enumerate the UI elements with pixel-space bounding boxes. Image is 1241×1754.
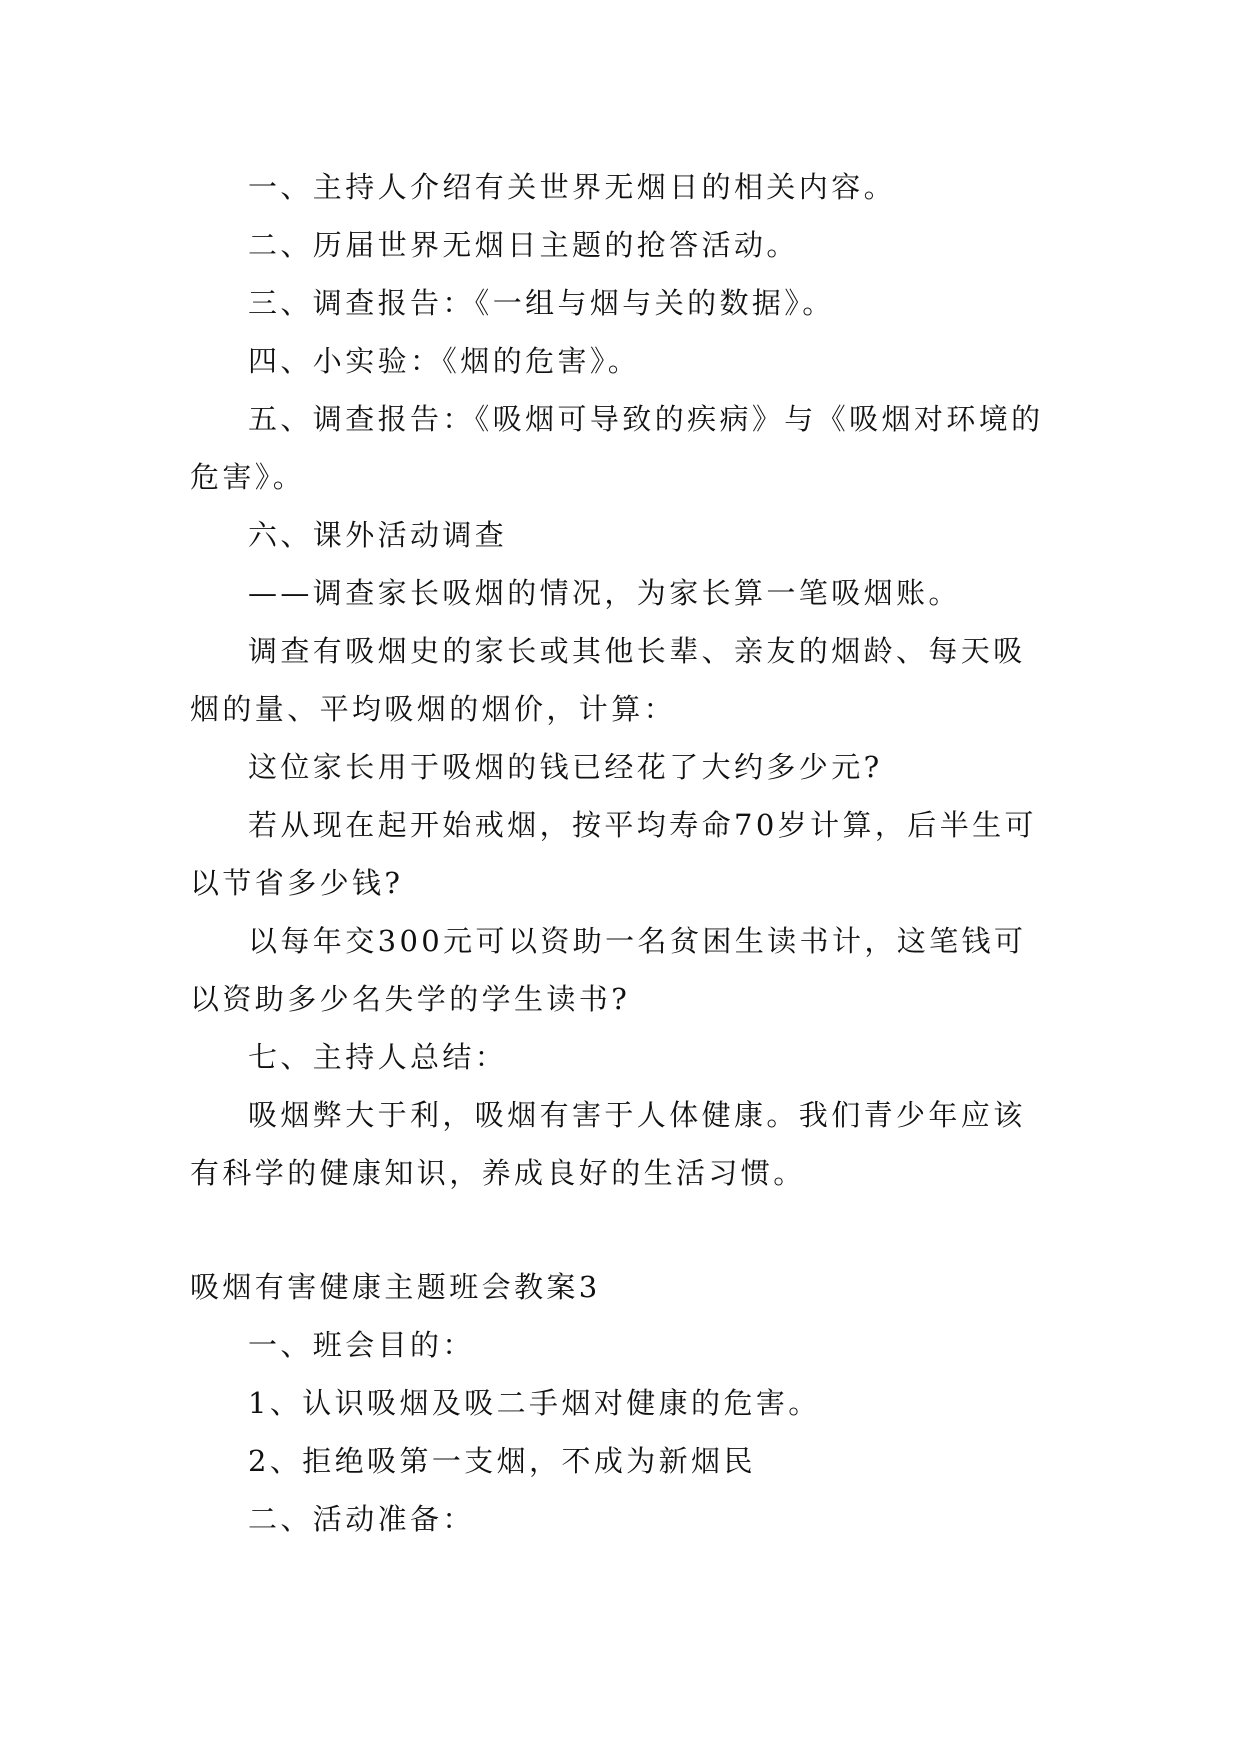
paragraph-17: 二、活动准备： xyxy=(248,1502,475,1536)
paragraph-16: 2、拒绝吸第一支烟，不成为新烟民 xyxy=(248,1444,756,1478)
paragraph-4: 四、小实验：《烟的危害》。 xyxy=(248,344,641,378)
paragraph-13: 吸烟弊大于利，吸烟有害于人体健康。我们青少年应该有科学的健康知识，养成良好的生活习惯。 xyxy=(190,1098,1026,1190)
section-title: 吸烟有害健康主题班会教案3 xyxy=(190,1270,601,1304)
paragraph-11: 以每年交300元可以资助一名贫困生读书计，这笔钱可以资助多少名失学的学生读书? xyxy=(190,924,1027,1016)
paragraph-14: 一、班会目的： xyxy=(248,1328,475,1362)
paragraph-3: 三、调查报告：《一组与烟与关的数据》。 xyxy=(248,286,835,320)
paragraph-6: 六、课外活动调查 xyxy=(248,518,508,552)
document-body xyxy=(190,158,1050,1548)
paragraph-1: 一、主持人介绍有关世界无烟日的相关内容。 xyxy=(248,170,897,204)
paragraph-10: 若从现在起开始戒烟，按平均寿命70岁计算，后半生可以节省多少钱? xyxy=(190,808,1037,900)
paragraph-5: 五、调查报告：《吸烟可导致的疾病》与《吸烟对环境的危害》。 xyxy=(190,402,1044,494)
paragraph-8: 调查有吸烟史的家长或其他长辈、亲友的烟龄、每天吸烟的量、平均吸烟的烟价，计算： xyxy=(190,634,1026,726)
paragraph-15: 1、认识吸烟及吸二手烟对健康的危害。 xyxy=(248,1386,821,1420)
paragraph-7: ——调查家长吸烟的情况，为家长算一笔吸烟账。 xyxy=(248,576,961,610)
paragraph-2: 二、历届世界无烟日主题的抢答活动。 xyxy=(248,228,799,262)
paragraph-9: 这位家长用于吸烟的钱已经花了大约多少元? xyxy=(248,750,883,784)
paragraph-12: 七、主持人总结： xyxy=(248,1040,508,1074)
